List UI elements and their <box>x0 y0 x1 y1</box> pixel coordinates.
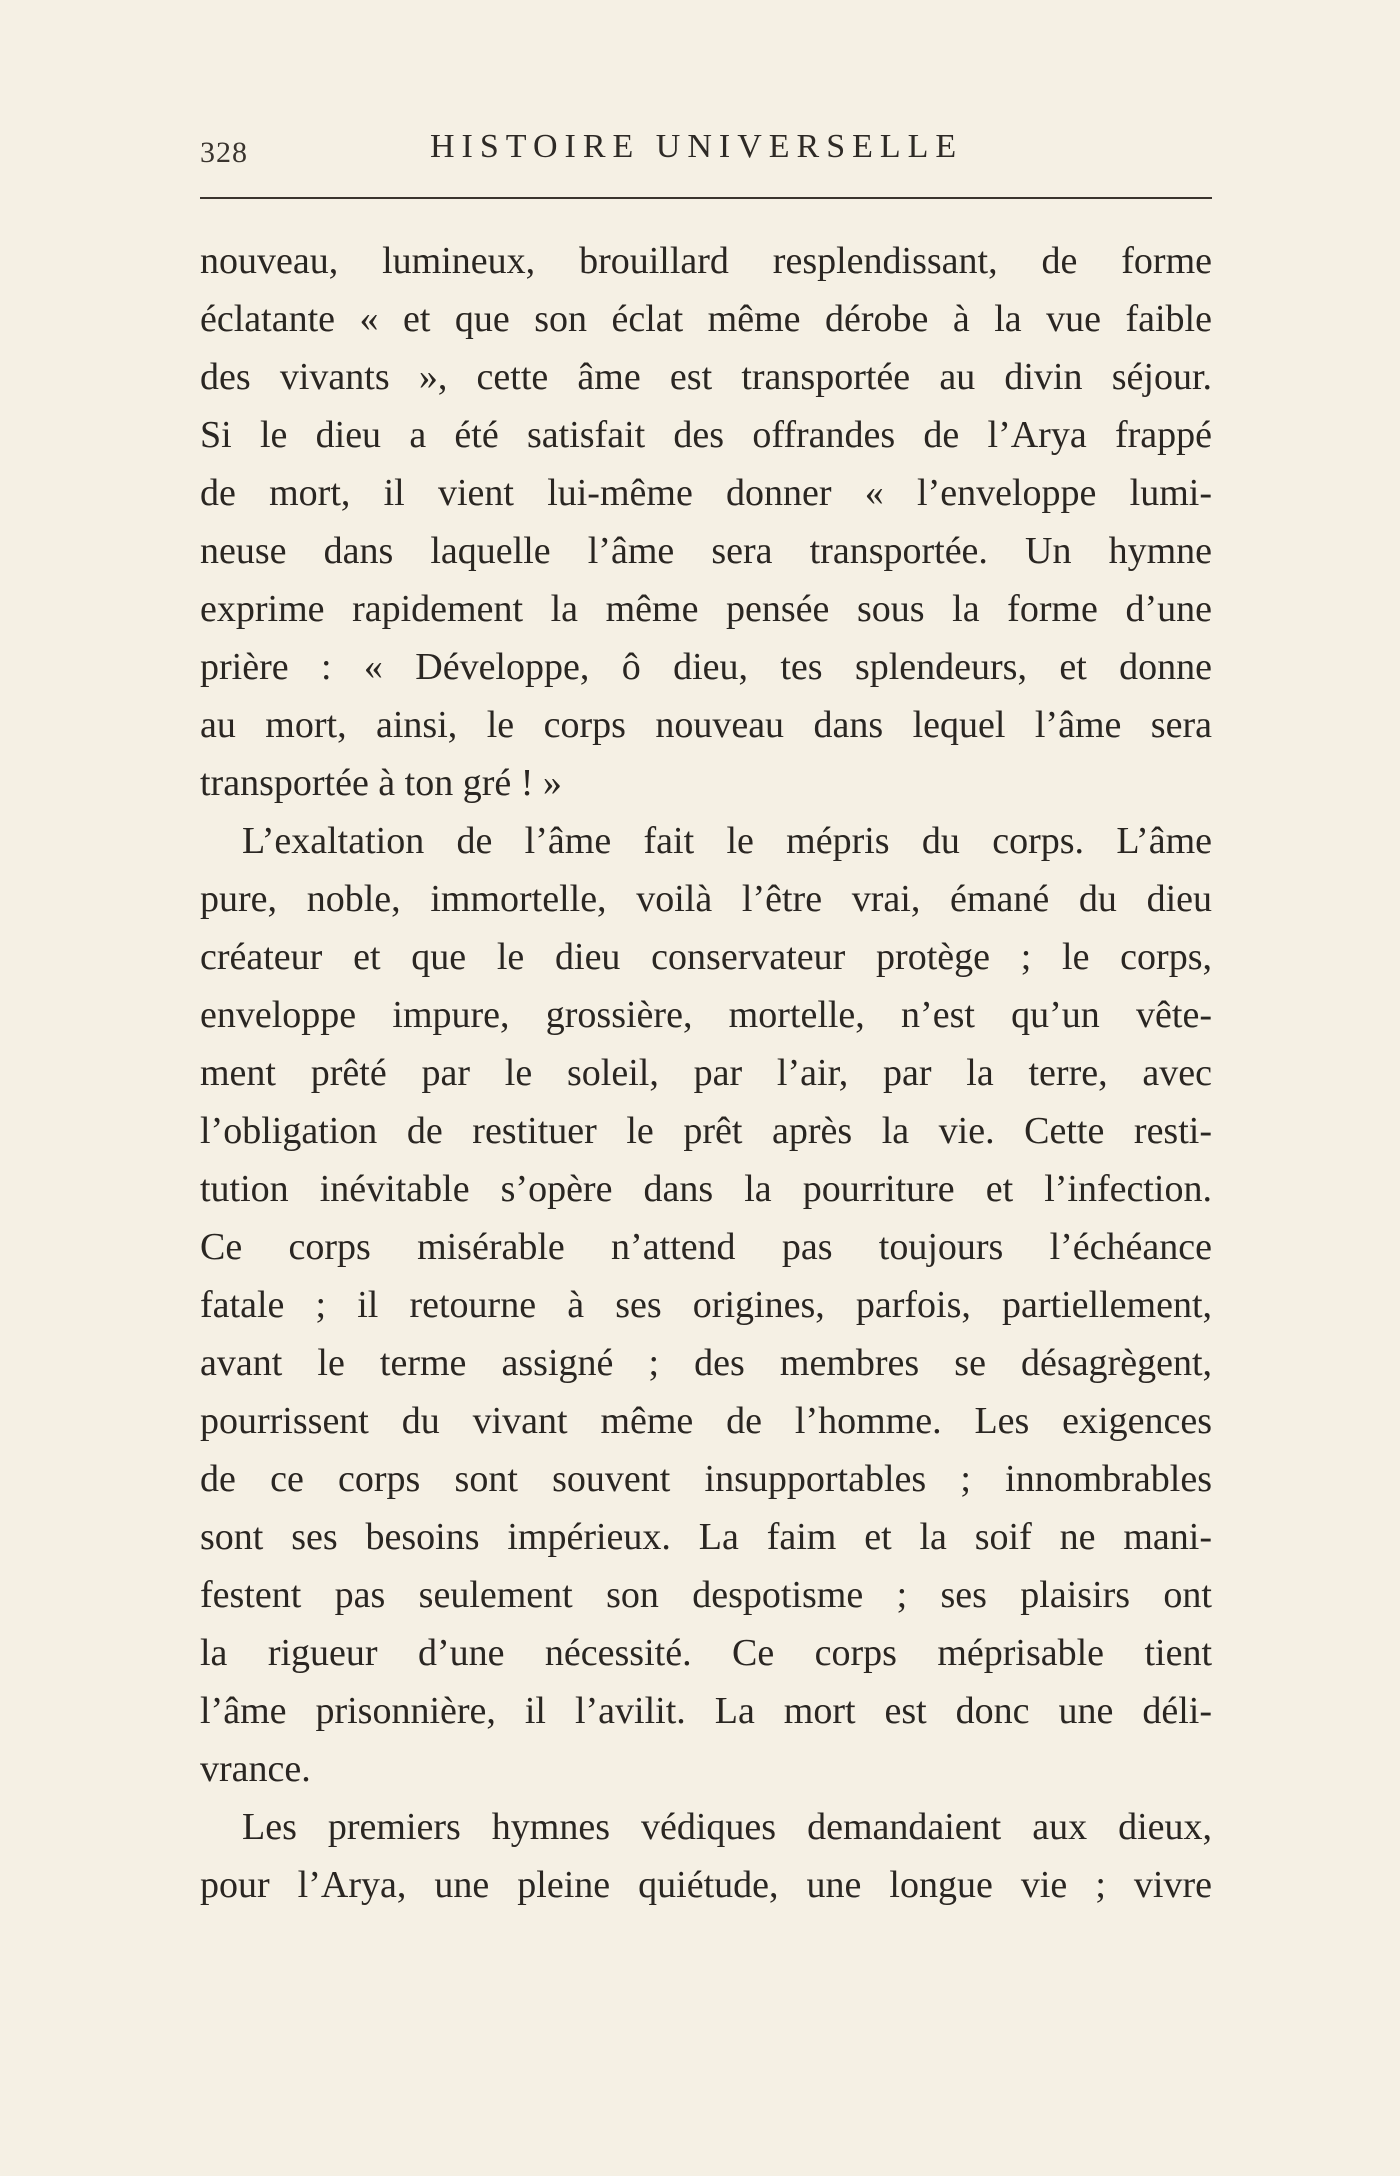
text-line: L’exaltation de l’âme fait le mépris du corps. L’âme <box>242 820 1212 862</box>
text-line: avant le terme assigné ; des membres se désagrègent, <box>200 1342 1212 1384</box>
text-line: l’âme prisonnière, il l’avilit. La mort est donc une déli- <box>200 1690 1212 1732</box>
text-line: la rigueur d’une nécessité. Ce corps méprisable tient <box>200 1632 1212 1674</box>
text-line: enveloppe impure, grossière, mortelle, n’est qu’un vête- <box>200 994 1212 1036</box>
body-text <box>200 232 1212 1914</box>
text-line: au mort, ainsi, le corps nouveau dans lequel l’âme sera <box>200 704 1212 746</box>
text-line: éclatante « et que son éclat même dérobe à la vue faible <box>200 298 1212 340</box>
running-head <box>200 128 1212 172</box>
text-line: neuse dans laquelle l’âme sera transportée. Un hymne <box>200 530 1212 572</box>
text-line: des vivants », cette âme est transportée au divin séjour. <box>200 356 1212 398</box>
text-line: sont ses besoins impérieux. La faim et la soif ne mani- <box>200 1516 1212 1558</box>
text-line: pour l’Arya, une pleine quiétude, une longue vie ; vivre <box>200 1864 1212 1906</box>
page-number: 328 <box>200 136 248 169</box>
text-line: l’obligation de restituer le prêt après la vie. Cette resti- <box>200 1110 1212 1152</box>
text-line: nouveau, lumineux, brouillard resplendissant, de forme <box>200 240 1212 282</box>
text-line: Si le dieu a été satisfait des offrandes de l’Arya frappé <box>200 414 1212 456</box>
text-line: vrance. <box>200 1748 311 1790</box>
running-title: HISTOIRE UNIVERSELLE <box>430 128 964 165</box>
text-line: créateur et que le dieu conservateur protège ; le corps, <box>200 936 1212 978</box>
text-line: Ce corps misérable n’attend pas toujours l’échéance <box>200 1226 1212 1268</box>
text-line: fatale ; il retourne à ses origines, parfois, partiellement, <box>200 1284 1212 1326</box>
text-line: pourrissent du vivant même de l’homme. Les exigences <box>200 1400 1212 1442</box>
text-line: exprime rapidement la même pensée sous la forme d’une <box>200 588 1212 630</box>
text-line: prière : « Développe, ô dieu, tes splendeurs, et donne <box>200 646 1212 688</box>
text-line: de mort, il vient lui-même donner « l’enveloppe lumi- <box>200 472 1212 514</box>
text-line: tution inévitable s’opère dans la pourriture et l’infection. <box>200 1168 1212 1210</box>
text-line: festent pas seulement son despotisme ; ses plaisirs ont <box>200 1574 1212 1616</box>
text-line: ment prêté par le soleil, par l’air, par la terre, avec <box>200 1052 1212 1094</box>
text-line: transportée à ton gré ! » <box>200 762 562 804</box>
header-rule <box>200 197 1212 199</box>
text-line: de ce corps sont souvent insupportables ; innombrables <box>200 1458 1212 1500</box>
text-line: Les premiers hymnes védiques demandaient aux dieux, <box>242 1806 1212 1848</box>
text-line: pure, noble, immortelle, voilà l’être vrai, émané du dieu <box>200 878 1212 920</box>
